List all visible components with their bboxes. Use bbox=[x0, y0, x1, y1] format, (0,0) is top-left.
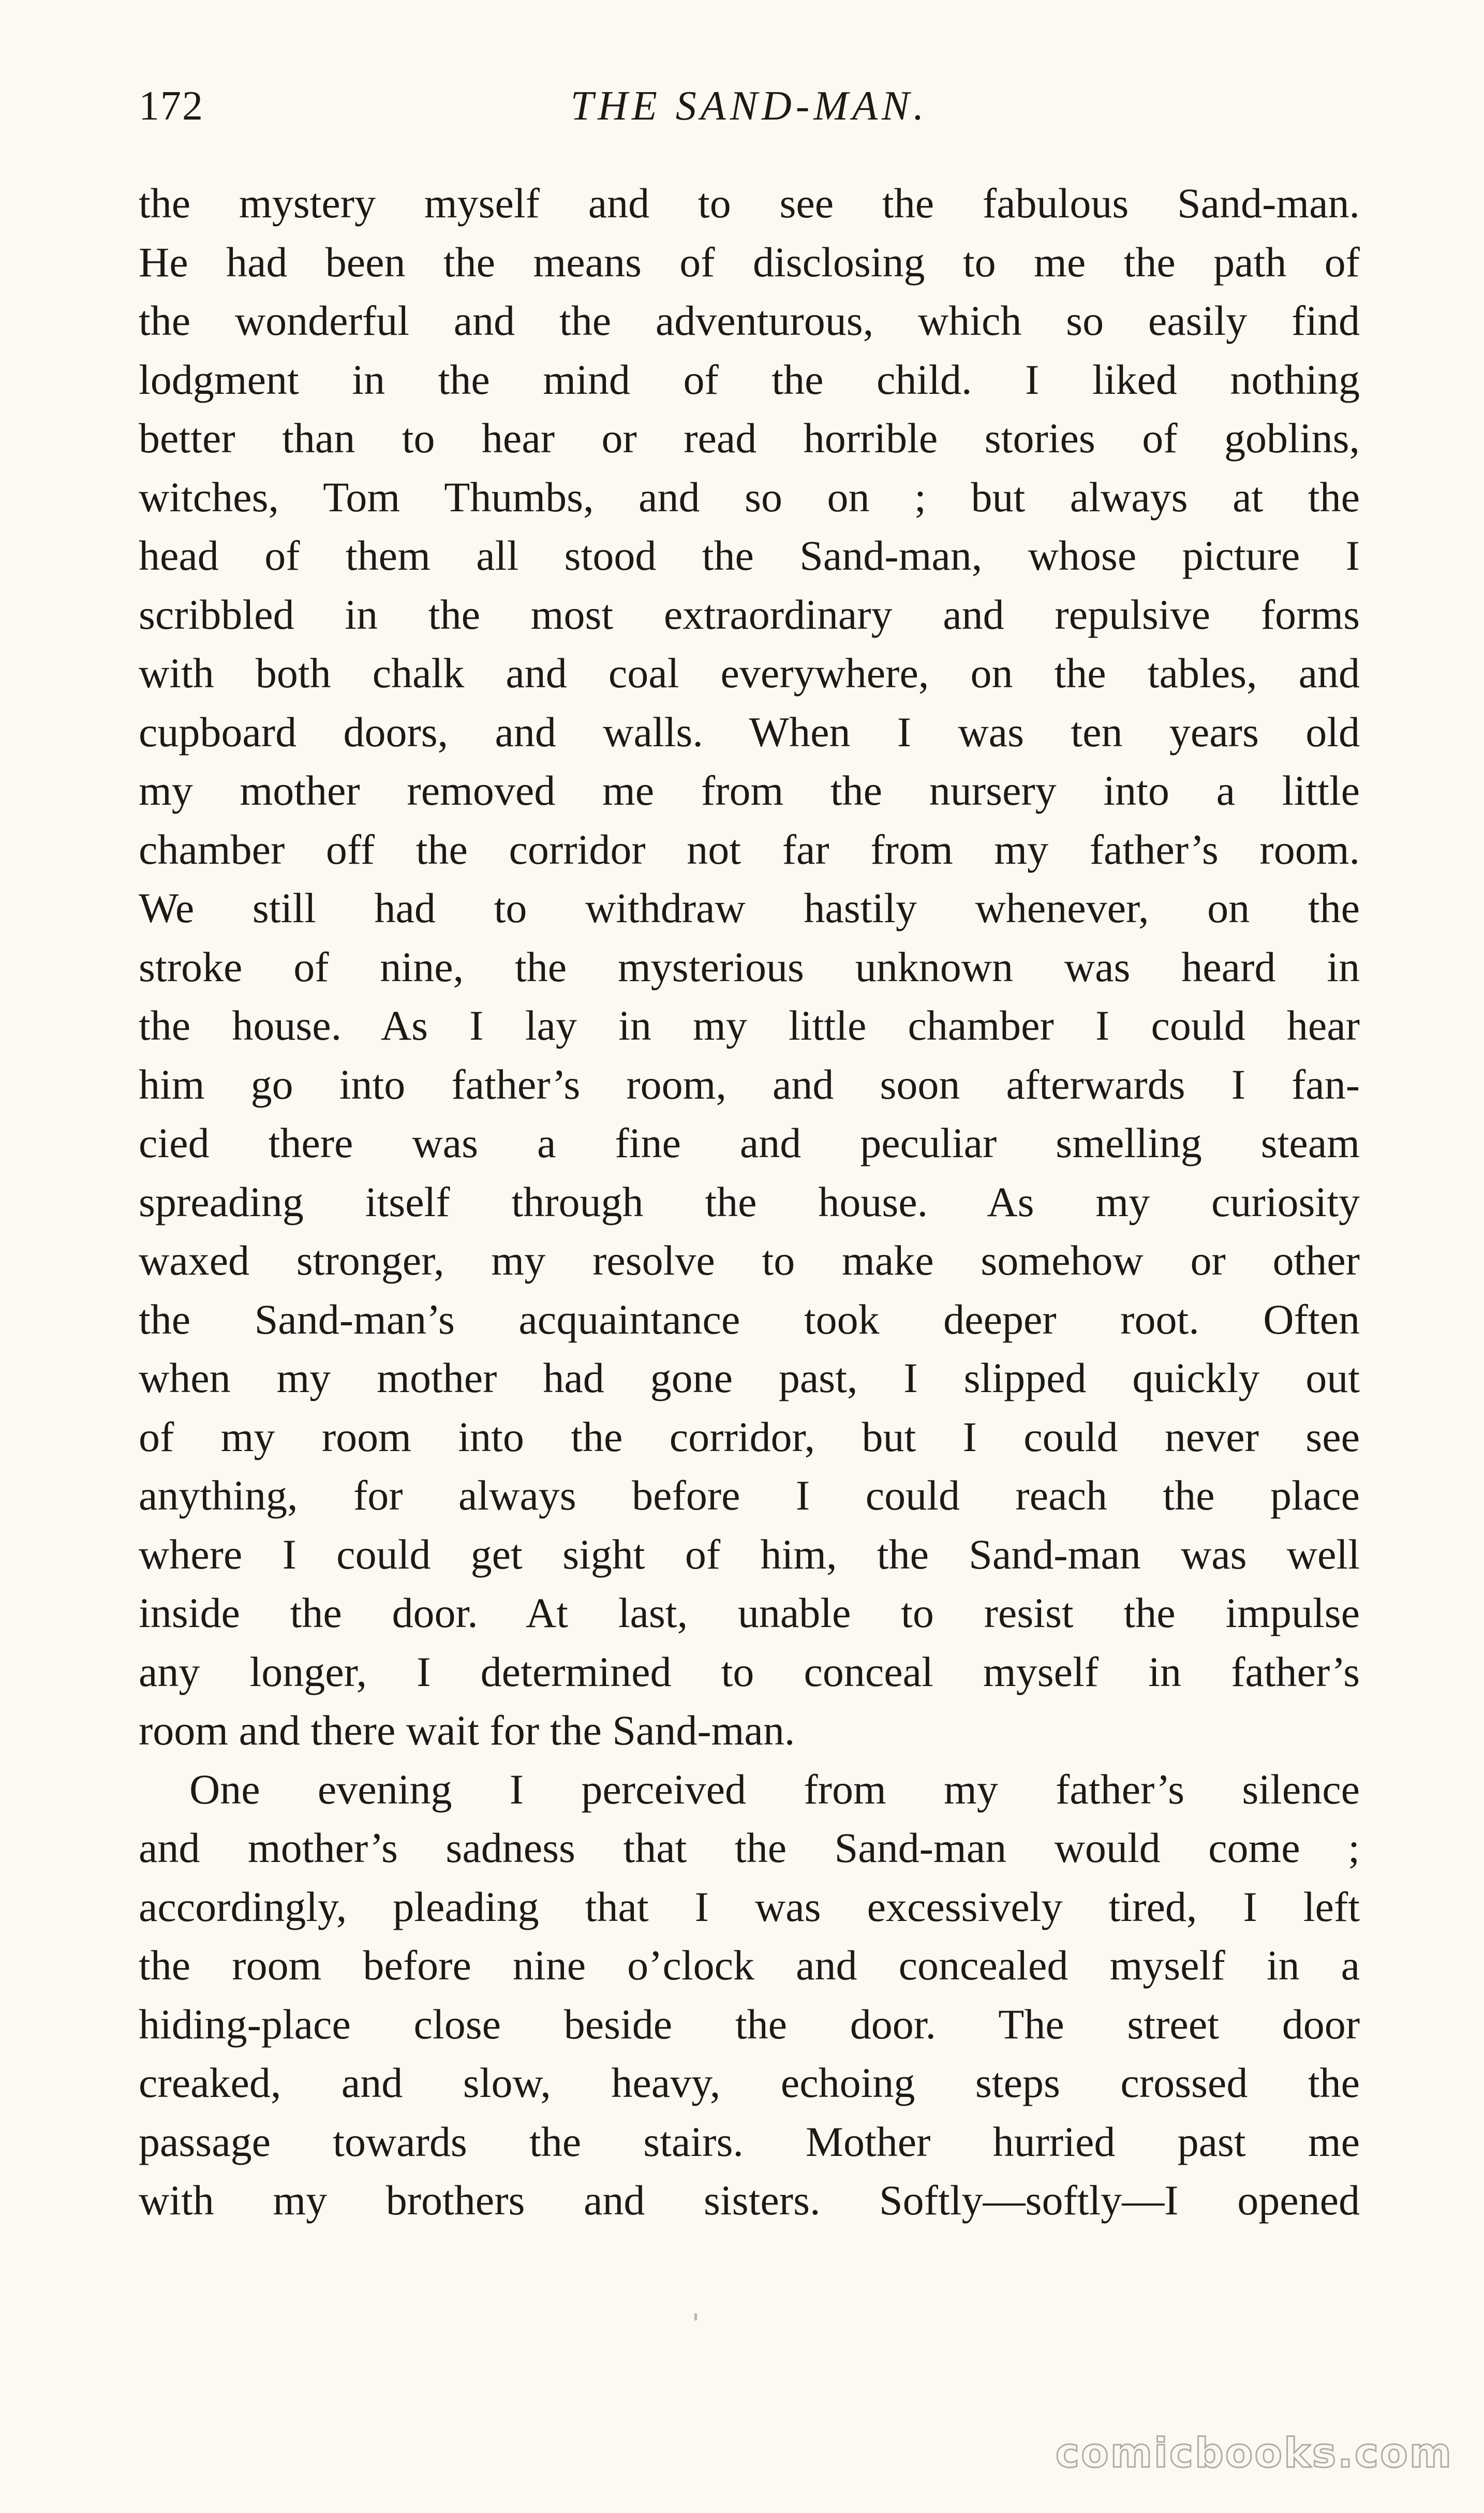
text-line: One evening I perceived from my father’s silence bbox=[189, 1765, 1360, 1813]
text-line: lodgment in the mind of the child. I liked nothing bbox=[139, 356, 1360, 403]
text-line: and mother’s sadness that the Sand-man would come ; bbox=[139, 1824, 1360, 1871]
text-line: passage towards the stairs. Mother hurried past me bbox=[139, 2118, 1360, 2165]
text-line: my mother removed me from the nursery into a little bbox=[139, 767, 1360, 814]
ink-speck bbox=[694, 2313, 697, 2320]
text-line: with both chalk and coal everywhere, on the tables, and bbox=[139, 649, 1360, 697]
text-line: the house. As I lay in my little chamber I could hear bbox=[139, 1002, 1360, 1049]
text-line: him go into father’s room, and soon afterwards I fan- bbox=[139, 1060, 1360, 1108]
text-line: the room before nine o’clock and concealed myself in a bbox=[139, 1942, 1360, 1989]
text-line: head of them all stood the Sand-man, whose picture I bbox=[139, 532, 1360, 579]
text-line: the mystery myself and to see the fabulous Sand-man. bbox=[139, 180, 1360, 227]
text-line: where I could get sight of him, the Sand-man was well bbox=[139, 1530, 1360, 1578]
text-line: hiding-place close beside the door. The street door bbox=[139, 2000, 1360, 2048]
text-line: chamber off the corridor not far from my father’s room. bbox=[139, 825, 1360, 873]
text-line: He had been the means of disclosing to me the path of bbox=[139, 238, 1360, 286]
running-title: THE SAND-MAN. bbox=[570, 83, 928, 129]
text-line: of my room into the corridor, but I could never see bbox=[139, 1413, 1360, 1460]
text-line: the wonderful and the adventurous, which so easily find bbox=[139, 297, 1360, 344]
text-line: with my brothers and sisters. Softly—softly—I opened bbox=[139, 2177, 1360, 2224]
text-line: We still had to withdraw hastily whenever, on the bbox=[139, 884, 1360, 932]
paragraph-2 bbox=[139, 1760, 1360, 2230]
text-line: any longer, I determined to conceal myself in father’s bbox=[139, 1648, 1360, 1695]
page-number: 172 bbox=[139, 83, 204, 129]
text-line: cied there was a fine and peculiar smelling steam bbox=[139, 1119, 1360, 1166]
text-line: scribbled in the most extraordinary and repulsive forms bbox=[139, 590, 1360, 638]
text-line: the Sand-man’s acquaintance took deeper root. Often bbox=[139, 1295, 1360, 1343]
text-line: room and there wait for the Sand-man. bbox=[139, 1707, 795, 1754]
text-line: spreading itself through the house. As my curiosity bbox=[139, 1178, 1360, 1225]
text-line: better than to hear or read horrible stories of goblins, bbox=[139, 415, 1360, 462]
page-header bbox=[139, 78, 1360, 135]
text-line: waxed stronger, my resolve to make somehow or other bbox=[139, 1237, 1360, 1284]
watermark: comicbooks.com bbox=[1055, 2430, 1453, 2477]
text-line: witches, Tom Thumbs, and so on ; but always at the bbox=[139, 473, 1360, 521]
text-line: creaked, and slow, heavy, echoing steps crossed the bbox=[139, 2059, 1360, 2106]
body-text bbox=[139, 174, 1360, 2230]
text-line: inside the door. At last, unable to resist the impulse bbox=[139, 1589, 1360, 1636]
text-line: stroke of nine, the mysterious unknown was heard in bbox=[139, 943, 1360, 991]
paragraph-1 bbox=[139, 174, 1360, 1760]
text-line: anything, for always before I could reach the place bbox=[139, 1472, 1360, 1519]
text-line: when my mother had gone past, I slipped quickly out bbox=[139, 1354, 1360, 1401]
text-line: cupboard doors, and walls. When I was ten years old bbox=[139, 708, 1360, 756]
text-line: accordingly, pleading that I was excessively tired, I left bbox=[139, 1883, 1360, 1930]
